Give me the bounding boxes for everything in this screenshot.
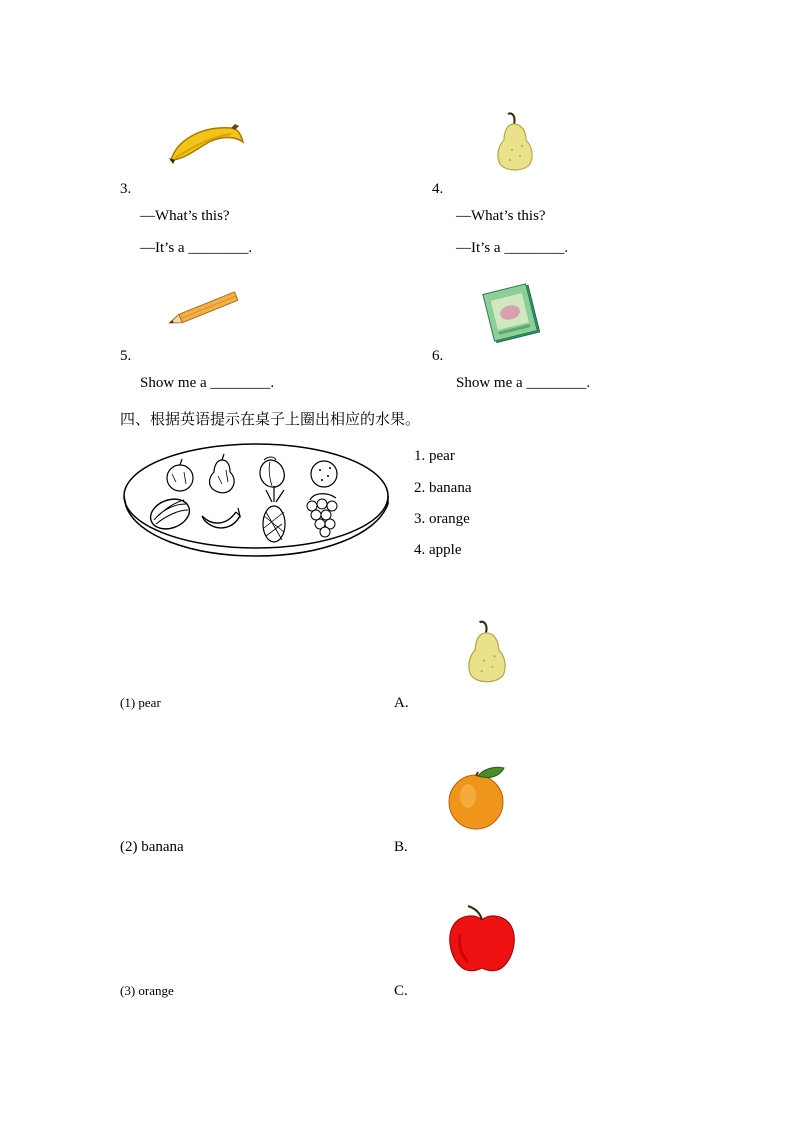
- apple-icon: [446, 904, 518, 976]
- match-option-label: C.: [394, 983, 408, 999]
- answer-blank-line: —It’s a ________.: [456, 240, 569, 256]
- orange-icon: [444, 764, 510, 830]
- match-option-label: A.: [394, 695, 409, 711]
- question-number: 5.: [120, 348, 132, 364]
- question-line: Show me a ________.: [456, 375, 591, 391]
- question-number: 6.: [432, 348, 444, 364]
- word-list-item: 3. orange: [414, 511, 470, 527]
- question-number: 4.: [432, 181, 444, 197]
- word-list-item: 2. banana: [414, 480, 472, 496]
- pear-icon: [460, 618, 514, 686]
- question-line: —What’s this?: [140, 208, 230, 224]
- match-word: (3) orange: [120, 983, 174, 998]
- match-option-label: B.: [394, 839, 408, 855]
- question-line: —What’s this?: [456, 208, 546, 224]
- answer-blank-line: —It’s a ________.: [140, 240, 253, 256]
- question-number: 3.: [120, 181, 132, 197]
- fruit-table-illustration: [122, 440, 394, 562]
- section-heading: 四、根据英语提示在桌子上圈出相应的水果。: [120, 410, 421, 428]
- match-word: (2) banana: [120, 839, 184, 855]
- word-list-item: 1. pear: [414, 448, 455, 464]
- banana-icon: [165, 120, 245, 168]
- match-word: (1) pear: [120, 695, 161, 710]
- pencil-icon: [163, 290, 243, 330]
- question-line: Show me a ________.: [140, 375, 275, 391]
- word-list-item: 4. apple: [414, 542, 462, 558]
- pear-icon: [490, 110, 540, 174]
- book-icon: [480, 280, 544, 344]
- orange-sketch-icon: [311, 461, 337, 487]
